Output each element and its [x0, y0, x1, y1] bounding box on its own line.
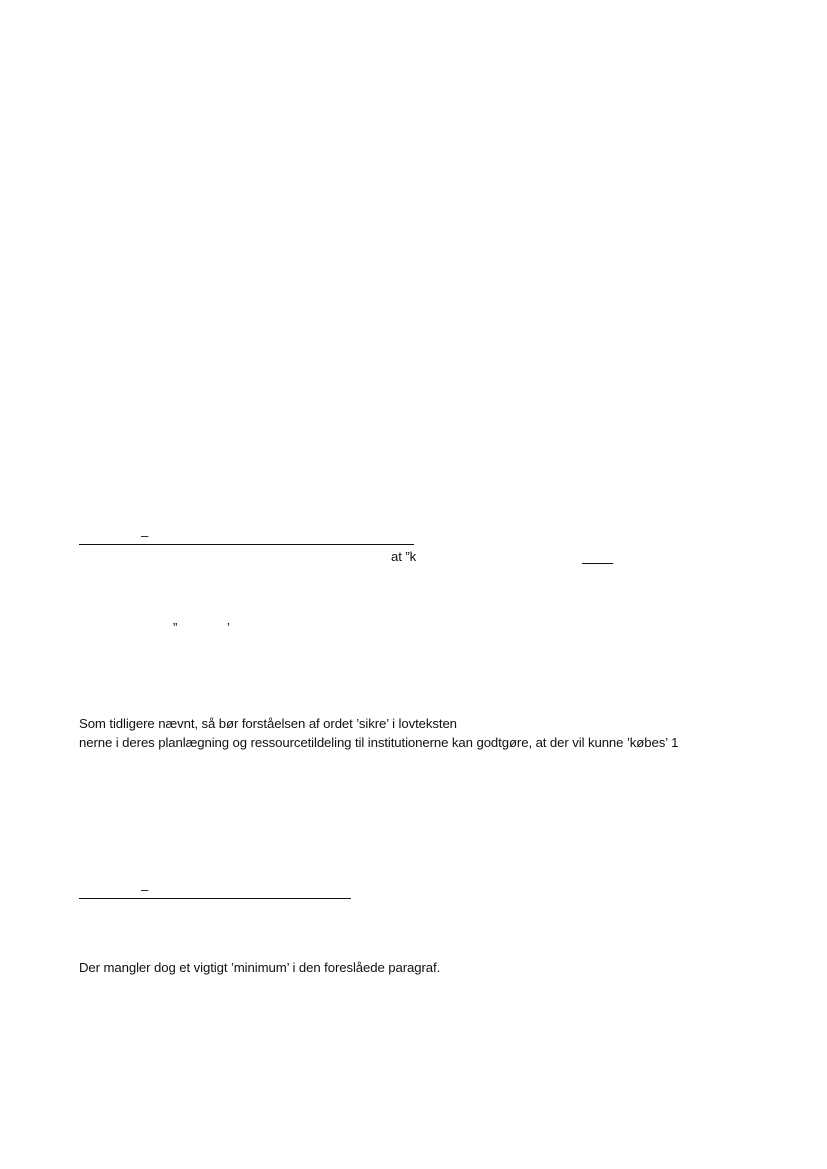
- text-underline: [79, 544, 414, 545]
- fragment-at-quote: at ”k: [391, 549, 417, 564]
- short-underline: [582, 563, 613, 564]
- paragraph-line: Som tidligere nævnt, så bør forståelsen af ordet ’sikre’ i lovteksten: [79, 716, 457, 731]
- fragment-apostrophe: ’: [227, 620, 230, 635]
- fragment-quote-mark: ”: [173, 620, 178, 635]
- text-underline: [79, 898, 351, 899]
- fragment-dash: –: [141, 882, 149, 897]
- paragraph-line: Der mangler dog et vigtigt ’minimum’ i den foreslåede paragraf.: [79, 960, 441, 975]
- paragraph-line: nerne i deres planlægning og ressourcetildeling til institutionerne kan godtgøre, at der vil kunne ’købes’ 1: [79, 735, 679, 750]
- fragment-dash: –: [141, 528, 149, 543]
